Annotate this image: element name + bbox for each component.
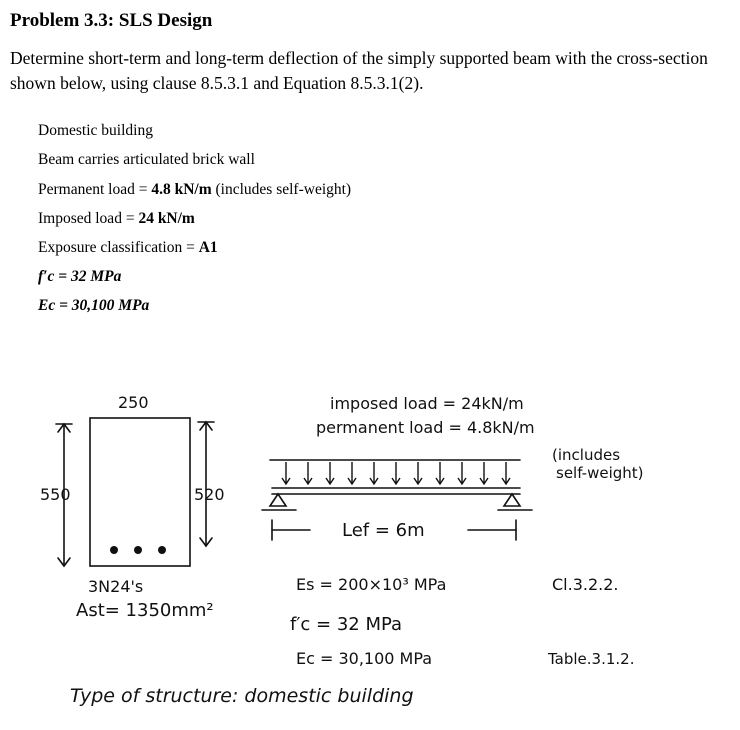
span-label: Lef = 6m — [342, 520, 425, 541]
es-reference: Cl.3.2.2. — [552, 575, 619, 594]
given-ec: Ec = 30,100 MPa — [38, 297, 150, 314]
ec-note: Ec = 30,100 MPa — [296, 649, 433, 668]
given-building: Domestic building — [38, 122, 153, 139]
ast-label: Ast= 1350mm² — [76, 600, 214, 621]
imposed-load-prefix: Imposed load = — [38, 210, 139, 227]
exposure-value: A1 — [198, 239, 218, 256]
bars-label: 3N24's — [88, 577, 144, 596]
structure-type-note: Type of structure: domestic building — [70, 685, 414, 707]
permanent-load-prefix: Permanent load = — [38, 181, 152, 198]
pin-support-icon — [270, 494, 286, 506]
includes-note-line2: self-weight) — [556, 464, 644, 482]
imposed-load-value: 24 kN/m — [138, 210, 195, 227]
problem-intro: Determine short-term and long-term deflection of the simply supported beam with the cross-section shown below, using clause 8.5.3.1 and Equation 8.5.3.1(2). — [10, 48, 708, 93]
width-label: 250 — [118, 393, 149, 412]
roller-support-icon — [504, 494, 520, 506]
distributed-load-arrows — [282, 462, 510, 484]
eff-depth-label: 520 — [194, 485, 225, 504]
beam-cross-section — [90, 418, 190, 566]
permanent-load-suffix: (includes self-weight) — [211, 181, 352, 198]
includes-note-line1: (includes — [552, 446, 621, 464]
depth-label: 550 — [40, 485, 71, 504]
reinforcement-bars — [110, 546, 166, 554]
es-note: Es = 200×10³ MPa — [296, 575, 447, 594]
given-fc: f′c = 32 MPa — [38, 268, 122, 285]
permanent-load-value: 4.8 kN/m — [151, 181, 212, 198]
permanent-load-note: permanent load = 4.8kN/m — [316, 418, 535, 437]
problem-title: Problem 3.3: SLS Design — [10, 10, 213, 31]
given-wall: Beam carries articulated brick wall — [38, 151, 255, 168]
imposed-load-note: imposed load = 24kN/m — [330, 394, 524, 413]
fc-note: f′c = 32 MPa — [290, 614, 403, 635]
exposure-prefix: Exposure classification = — [38, 239, 199, 256]
ec-reference: Table.3.1.2. — [548, 650, 635, 668]
